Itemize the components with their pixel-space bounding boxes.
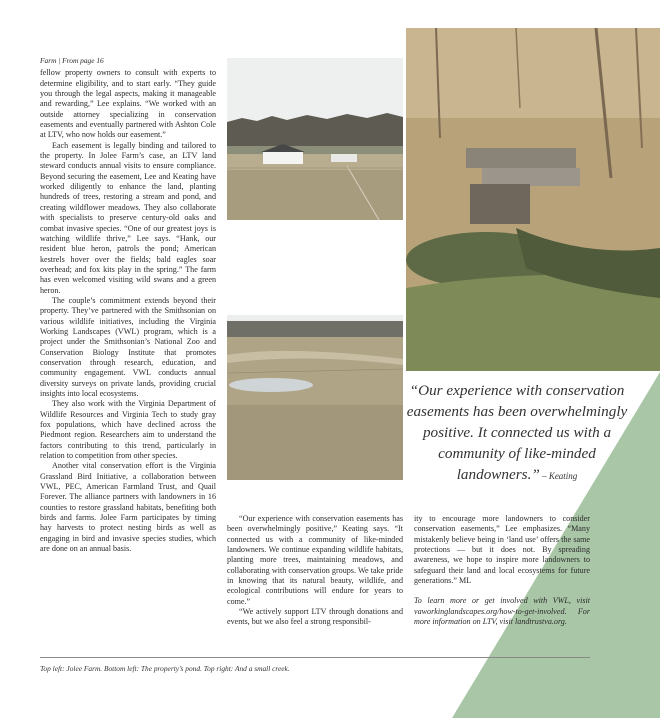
article-column-2: [227, 514, 403, 628]
pull-quote-text: “Our experience with conservation easements has been overwhelmingly positive. It connected us with a community of like-minded landowners.”: [406, 382, 628, 483]
paragraph: “Our experience with conservation easements has been overwhelmingly positive,” Keating says. “It connected us with a community of like-minded landowners. We continue expanding wildlife habitats, planting more trees, maintaining meadows, and collaborating with conservation groups. We take pride in knowing that its natural beauty, wildlife, and ecological contributions will endure for years to come.”: [227, 514, 403, 606]
paragraph: Another vital conservation effort is the Virginia Grassland Bird Initiative, a collaboration between VWL, PEC, American Farmland Trust, and Quail Forever. The alliance partners with landowners in 16 counties to restore grassland habitats, benefiting both birds and farms. Jolee Farm participates by timing hay harvests to protect nesting birds as well as engaging in bird and invasive species studies, which are done on an annual basis.: [40, 461, 216, 554]
paragraph: They also work with the Virginia Department of Wildlife Resources and Virginia Tech to study gray fox populations, which have declined across the Piedmont region. Researchers aim to understand the factors contributing to this trend, particularly in relation to competition from other species.: [40, 399, 216, 461]
caption-divider: [40, 657, 590, 658]
page-kicker: Farm | From page 16: [40, 56, 104, 65]
pond-photo: [227, 315, 403, 480]
pull-quote: [406, 380, 628, 487]
paragraph: The couple’s commitment extends beyond their property. They’ve partnered with the Smithsonian on various wildlife initiatives, including the Virginia Working Landscapes (VWL) program, which is a project under the Smithsonian’s National Zoo and Conservation Biology Institute that promotes conservation through research, education, and community engagement. VWL conducts annual diversity surveys on private lands, providing crucial insights into local ecosystems.: [40, 295, 216, 398]
article-column-3: [414, 514, 590, 627]
farm-photo: [227, 58, 403, 220]
paragraph: fellow property owners to consult with experts to determine eligibility, and to start early. “They guide you through the legal aspects, making it manageable and rewarding,” Lee explains. “We worked with an outside attorney specializing in conservation easements and eventually partnered with Ashton Cole at LTV, who now holds our easement.”: [40, 68, 216, 140]
article-column-1: [40, 56, 216, 555]
photo-caption: Top left: Jolee Farm. Bottom left: The property’s pond. Top right: And a small creek.: [40, 664, 290, 673]
info-note: To learn more or get involved with VWL, visit vaworkinglandscapes.org/how-to-get-involved. For more information on LTV, visit landtrustva.org.: [414, 596, 590, 627]
paragraph: ity to encourage more landowners to consider conservation easements,” Lee emphasizes. “Many mistakenly believe being in ‘land use’ offers the same protections — but it does not. By spreading awareness, we hope to inspire more landowners to safeguard their land and local ecosystems for future generations.” ML: [414, 514, 590, 586]
pull-quote-attribution: – Keating: [539, 471, 578, 481]
paragraph: Each easement is legally binding and tailored to the property. In Jolee Farm’s case, an LTV land steward conducts annual visits to ensure compliance. Beyond securing the easement, Lee and Keating have worked diligently to enhance the land, planting hundreds of trees, restoring a stream and pond, and creating wildflower meadows. They also collaborate with specialists to preserve century-old oaks and combat invasive species. “One of our greatest joys is watching wildlife thrive,” Lee says. “Hank, our resident blue heron, patrols the pond; American kestrels hover over the fields; bald eagles soar overhead; and fox kits play in the spring.” The farm has even welcomed visiting wild swans and a green heron.: [40, 140, 216, 295]
creek-photo: [406, 28, 660, 371]
paragraph: “We actively support LTV through donations and events, but we also feel a strong responsibil-: [227, 607, 403, 627]
